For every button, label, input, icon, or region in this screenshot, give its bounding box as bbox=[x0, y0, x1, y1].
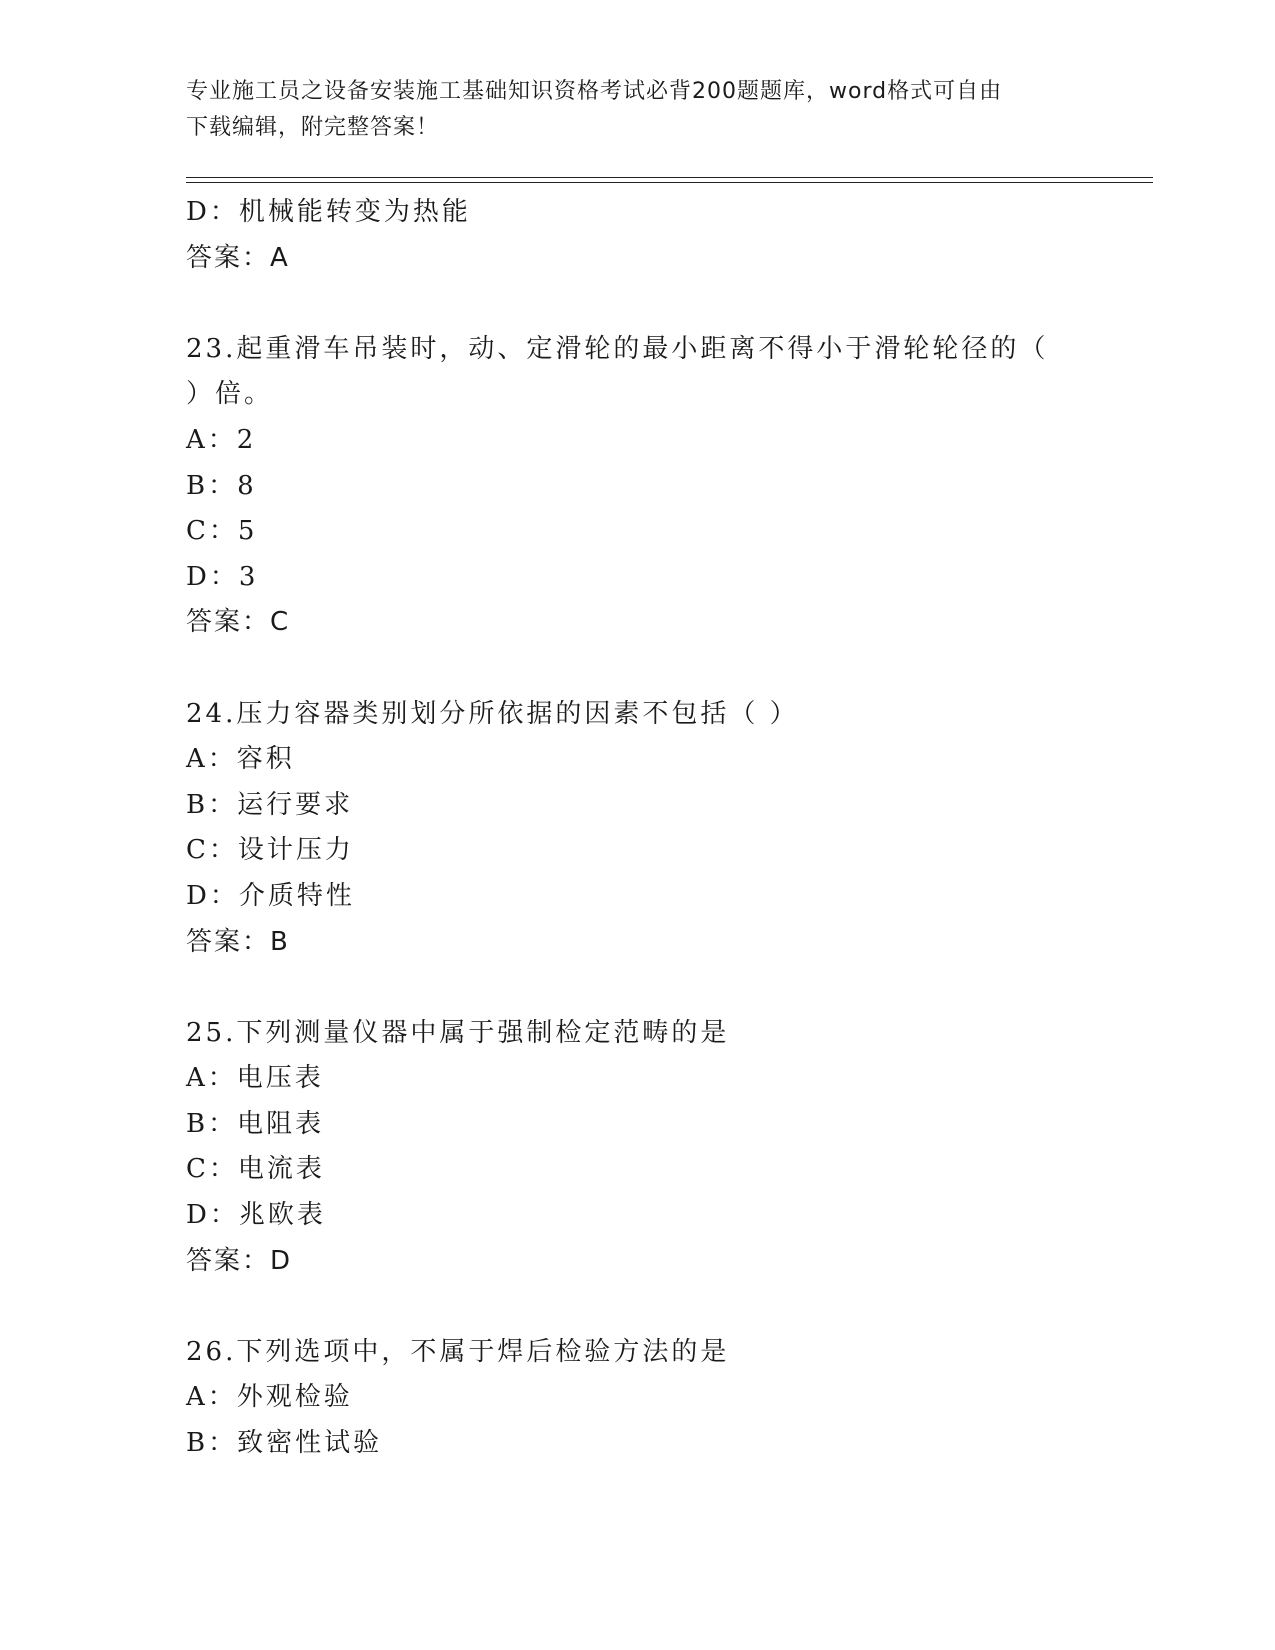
question-stem: 24.压力容器类别划分所依据的因素不包括（ ） bbox=[186, 698, 799, 729]
answer: 答案：C bbox=[186, 607, 291, 638]
option-a: A：容积 bbox=[186, 744, 295, 775]
question-stem: 25.下列测量仪器中属于强制检定范畴的是 bbox=[186, 1017, 730, 1048]
document-header bbox=[186, 74, 1066, 146]
answer: 答案：A bbox=[186, 242, 290, 273]
header-line-1: 专业施工员之设备安装施工基础知识资格考试必背200题题库，word格式可自由 bbox=[186, 79, 1003, 104]
header-rule-top bbox=[186, 177, 1153, 178]
option-d: D：兆欧表 bbox=[186, 1200, 326, 1231]
option-c: C：电流表 bbox=[186, 1154, 325, 1185]
question-stem: 26.下列选项中，不属于焊后检验方法的是 bbox=[186, 1336, 730, 1367]
option-d: D：3 bbox=[186, 561, 259, 592]
option-c: C：设计压力 bbox=[186, 835, 354, 866]
question-stem: 23.起重滑车吊装时，动、定滑轮的最小距离不得小于滑轮轮径的（ bbox=[186, 333, 1049, 364]
question-list bbox=[186, 190, 1086, 1467]
option-b: B：致密性试验 bbox=[186, 1428, 383, 1459]
spacer bbox=[186, 965, 1086, 1011]
option-d: D：介质特性 bbox=[186, 880, 355, 911]
option-a: A：外观检验 bbox=[186, 1382, 353, 1413]
question-stem-continued: ）倍。 bbox=[186, 379, 274, 410]
option-a: A：2 bbox=[186, 424, 257, 455]
option-b: B：电阻表 bbox=[186, 1108, 325, 1139]
option-a: A：电压表 bbox=[186, 1063, 324, 1094]
header-rule-bottom bbox=[186, 182, 1153, 183]
answer: 答案：B bbox=[186, 926, 290, 957]
option-d: D：机械能转变为热能 bbox=[186, 197, 471, 227]
option-b: B：运行要求 bbox=[186, 789, 354, 820]
option-b: B：8 bbox=[186, 470, 257, 501]
spacer bbox=[186, 1284, 1086, 1330]
answer: 答案：D bbox=[186, 1245, 293, 1276]
spacer bbox=[186, 281, 1086, 327]
option-c: C：5 bbox=[186, 516, 258, 547]
spacer bbox=[186, 646, 1086, 692]
header-line-2: 下载编辑，附完整答案！ bbox=[186, 115, 440, 140]
